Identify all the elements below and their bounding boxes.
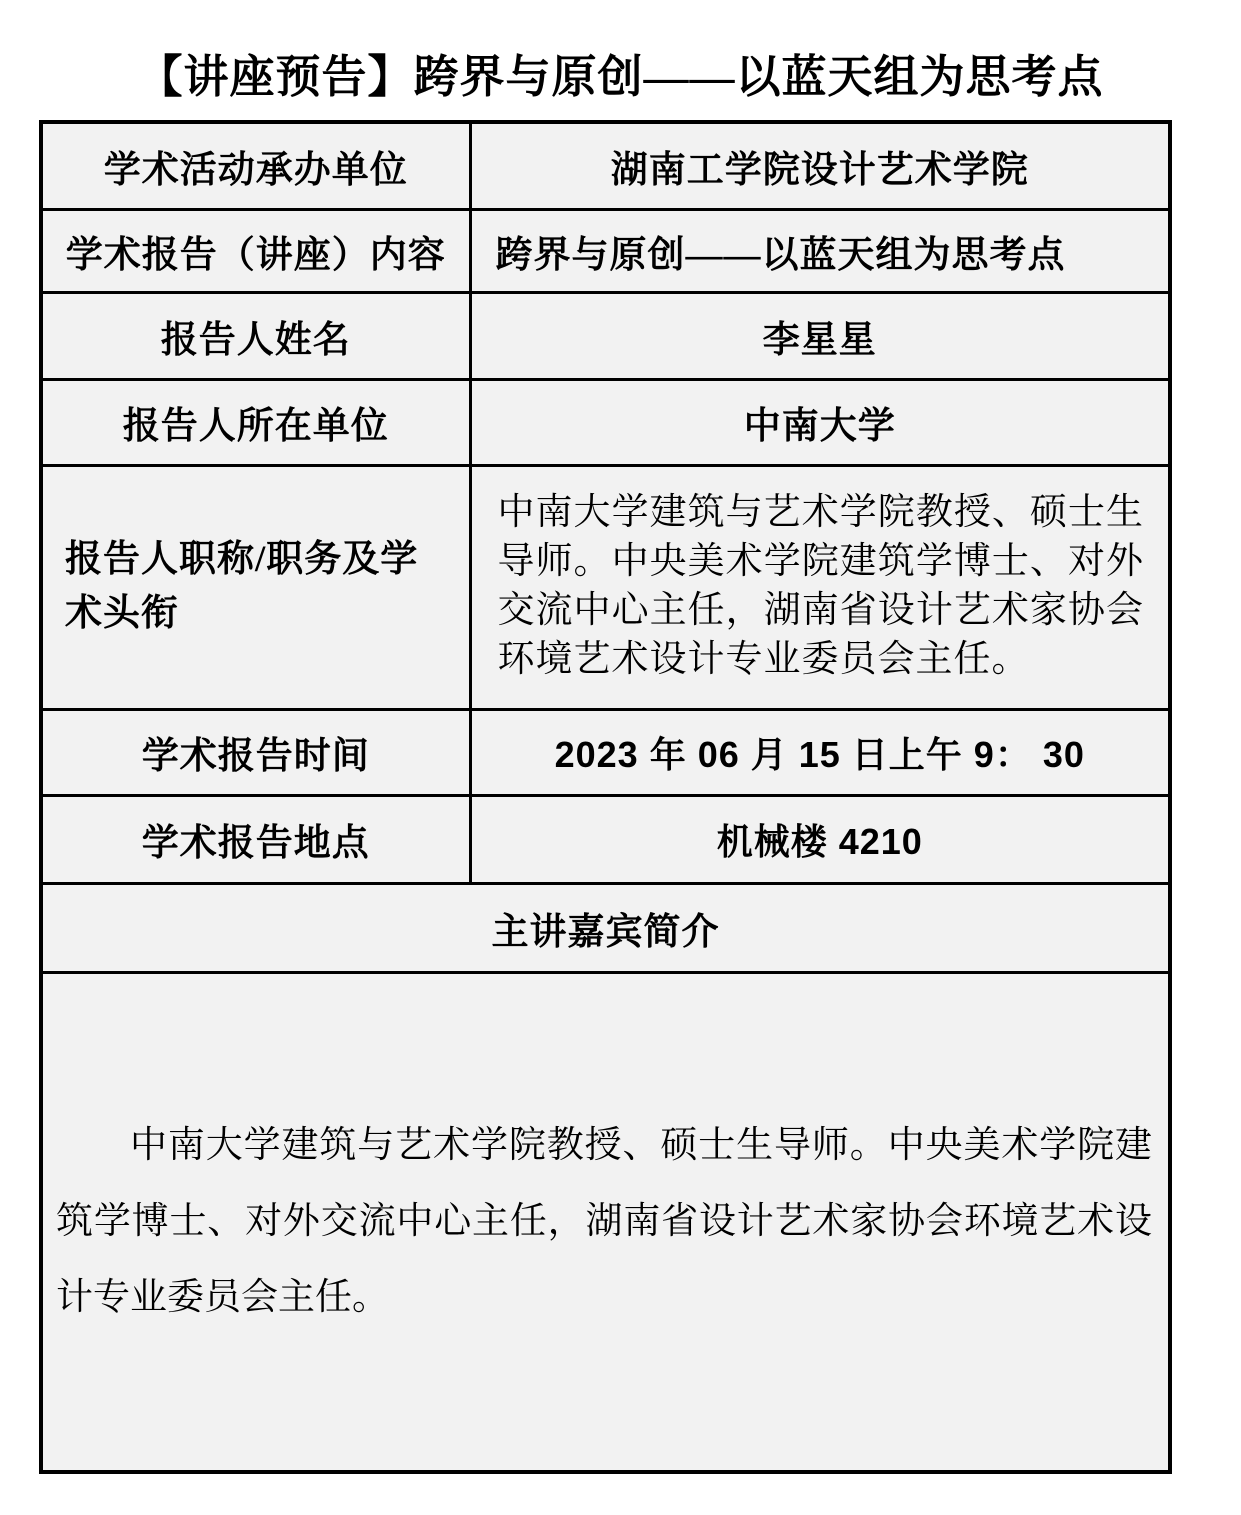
row-value-speaker-titles: 中南大学建筑与艺术学院教授、硕士生导师。中央美术学院建筑学博士、对外交流中心主任，湖南省设计艺术家协会环境艺术设计专业委员会主任。	[470, 465, 1170, 709]
row-value-report-time: 2023 年 06 月 15 日上午 9： 30	[470, 709, 1170, 795]
table-row	[41, 209, 1170, 292]
table-row	[41, 122, 1170, 209]
table-row	[41, 292, 1170, 379]
row-label-speaker-org: 报告人所在单位	[41, 379, 470, 465]
row-value-lecture-content: 跨界与原创——以蓝天组为思考点	[470, 209, 1170, 292]
row-label-speaker-titles: 报告人职称/职务及学术头衔	[41, 465, 470, 709]
guest-bio-cell	[41, 972, 1170, 1472]
table-row	[41, 379, 1170, 465]
row-value-speaker-org: 中南大学	[470, 379, 1170, 465]
table-row	[41, 709, 1170, 795]
section-header-guest-intro: 主讲嘉宾简介	[41, 883, 1170, 972]
table-row	[41, 972, 1170, 1472]
row-label-report-time: 学术报告时间	[41, 709, 470, 795]
table-row	[41, 465, 1170, 709]
page-title: 【讲座预告】跨界与原创——以蓝天组为思考点	[137, 52, 1104, 102]
row-value-speaker-name: 李星星	[470, 292, 1170, 379]
row-label-speaker-name: 报告人姓名	[41, 292, 470, 379]
table-row	[41, 883, 1170, 972]
row-label-lecture-content: 学术报告（讲座）内容	[41, 209, 470, 292]
row-value-report-place: 机械楼 4210	[470, 795, 1170, 883]
row-value-host-unit: 湖南工学院设计艺术学院	[470, 122, 1170, 209]
table-row	[41, 795, 1170, 883]
guest-bio-paragraph: 中南大学建筑与艺术学院教授、硕士生导师。中央美术学院建筑学博士、对外交流中心主任，湖南省设计艺术家协会环境艺术设计专业委员会主任。	[56, 1124, 1152, 1318]
lecture-info-table	[39, 120, 1172, 1474]
row-label-report-place: 学术报告地点	[41, 795, 470, 883]
row-label-host-unit: 学术活动承办单位	[41, 122, 470, 209]
